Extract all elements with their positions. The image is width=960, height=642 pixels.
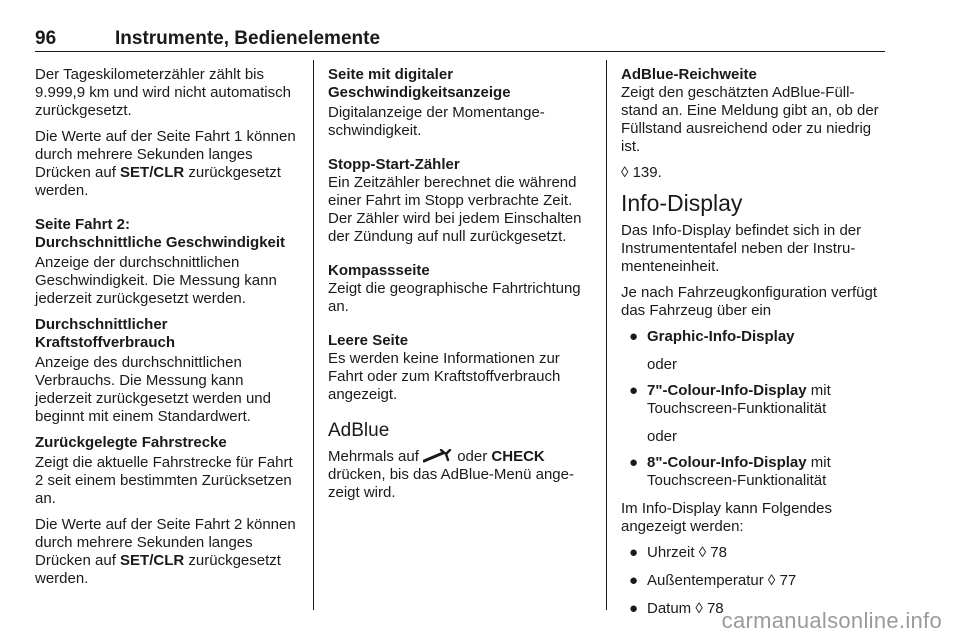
paragraph: Zeigt die geographische Fahrtrichtung an. <box>328 280 581 315</box>
page-reference <box>621 164 885 182</box>
column-2 <box>328 66 596 510</box>
list-item-label: Graphic-Info-Display <box>647 328 795 345</box>
column-3 <box>621 66 885 628</box>
list-item-label: 8"-Colour-Info-Display <box>647 454 807 471</box>
reference-arrow-icon: ◊ <box>621 164 629 181</box>
list-item-label: Außentemperatur <box>647 572 768 589</box>
paragraph <box>35 516 303 588</box>
subheading: Kraftstoffverbrauch <box>35 334 176 351</box>
paragraph: Digitalanzeige der Momentangeschwindigkeit. <box>328 104 545 139</box>
paragraph: Anzeige des durchschnittlichen Verbrauchs. Die Messung kann jederzeit zurückgesetzt werden und beginnt mit einem Standardwert. <box>35 354 271 425</box>
bullet-icon: ● <box>629 382 639 399</box>
reference-arrow-icon: ◊ <box>698 544 707 561</box>
list-item-label: Datum <box>647 600 696 617</box>
text: zurückgesetzt werden. <box>35 164 281 199</box>
list-item <box>621 572 885 590</box>
subheading: Geschwindigkeitsanzeige <box>328 84 511 101</box>
bullet-icon: ● <box>629 454 639 471</box>
button-reference: CHECK <box>491 448 545 465</box>
page-header <box>35 28 885 50</box>
subheading: Stopp-Start-Zähler <box>328 156 460 173</box>
text: Die Werte auf der Seite Fahrt 1 können durch mehrere Sekunden langes Drücken auf <box>35 128 296 181</box>
subheading: Durchschnittlicher <box>35 316 168 333</box>
column-divider-2 <box>606 60 607 610</box>
list-item <box>621 328 885 346</box>
list-item-suffix: mit Touchscreen-Funktionalität <box>647 454 831 489</box>
list-item-ref: 78 <box>702 600 724 617</box>
list-item-label: 7"-Colour-Info-Display <box>647 382 807 399</box>
paragraph <box>328 448 596 502</box>
column-divider-1 <box>313 60 314 610</box>
button-reference: SET/CLR <box>120 552 185 569</box>
subheading: Seite Fahrt 2: <box>35 216 131 233</box>
subheading: AdBlue-Reichweite <box>621 66 757 83</box>
display-type-list <box>621 454 885 490</box>
text: Mehrmals auf <box>328 448 424 465</box>
paragraph <box>35 128 303 200</box>
text: Die Werte auf der Seite Fahrt 2 können durch mehrere Sekunden langes Drücken auf <box>35 516 296 569</box>
subheading: Leere Seite <box>328 332 409 349</box>
paragraph: Ein Zeitzähler berechnet die während einer Fahrt im Stopp verbrachte Zeit. Der Zähler wird bei jedem Einschalten der Zündung auf null zurückgesetzt. <box>328 174 582 245</box>
list-item-ref: 77 <box>775 572 797 589</box>
list-item <box>621 382 885 418</box>
paragraph: Es werden keine Informationen zur Fahrt oder zum Kraftstoffverbrauch angezeigt. <box>328 350 561 403</box>
page-title: Instrumente, Bedienelemente <box>115 28 381 49</box>
reference-arrow-icon: ◊ <box>695 600 703 617</box>
paragraph: Das Info-Display befindet sich in der Instrumententafel neben der Instrumenteneinheit. <box>621 222 862 275</box>
watermark: carmanualsonline.info <box>721 608 942 633</box>
text: 139. <box>628 164 662 181</box>
paragraph: Zeigt den geschätzten AdBlue-Füllstand an. Eine Meldung gibt an, ob der Füllstand ausreichend oder zu niedrig ist. <box>621 84 879 155</box>
section-heading-info-display: Info-Display <box>621 190 743 216</box>
bullet-icon: ● <box>629 600 639 617</box>
text: drücken, bis das AdBlue-Menü angezeigt wird. <box>328 466 574 501</box>
wrench-icon <box>423 449 453 463</box>
section-heading-adblue: AdBlue <box>328 420 390 441</box>
subheading: Durchschnittliche Geschwindigkeit <box>35 234 286 251</box>
text: zurückgesetzt werden. <box>35 552 281 587</box>
paragraph: Im Info-Display kann Folgendes angezeigt werden: <box>621 500 832 535</box>
oder-text: oder <box>647 428 678 445</box>
header-rule <box>35 51 885 52</box>
bullet-icon: ● <box>629 328 639 345</box>
page-number: 96 <box>35 28 57 49</box>
reference-arrow-icon: ◊ <box>767 572 776 589</box>
paragraph: Der Tageskilometerzähler zählt bis 9.999,9 km und wird nicht automatisch zurückgesetzt. <box>35 66 291 119</box>
column-1 <box>35 66 303 596</box>
subheading: Kompassseite <box>328 262 430 279</box>
display-type-list <box>621 382 885 418</box>
list-item <box>621 454 885 490</box>
bullet-icon: ● <box>629 544 639 561</box>
paragraph: Zeigt die aktuelle Fahrstrecke für Fahrt 2 seit einem bestimmten Zurücksetzen an. <box>35 454 293 507</box>
button-reference: SET/CLR <box>120 164 185 181</box>
display-type-list <box>621 328 885 346</box>
oder-text: oder <box>647 356 678 373</box>
bullet-icon: ● <box>629 572 639 589</box>
subheading: Seite mit digitaler <box>328 66 454 83</box>
paragraph: Anzeige der durchschnittlichen Geschwindigkeit. Die Messung kann jederzeit zurückgesetzt werden. <box>35 254 277 307</box>
list-item-label: Uhrzeit <box>647 544 699 561</box>
text: oder <box>453 448 492 465</box>
list-item-suffix: mit Touchscreen-Funktionalität <box>647 382 831 417</box>
subheading: Zurückgelegte Fahrstrecke <box>35 434 227 451</box>
list-item <box>621 544 885 562</box>
info-content-list <box>621 544 885 618</box>
list-item-ref: 78 <box>706 544 727 561</box>
paragraph: Je nach Fahrzeugkonfiguration verfügt das Fahrzeug über ein <box>621 284 877 319</box>
